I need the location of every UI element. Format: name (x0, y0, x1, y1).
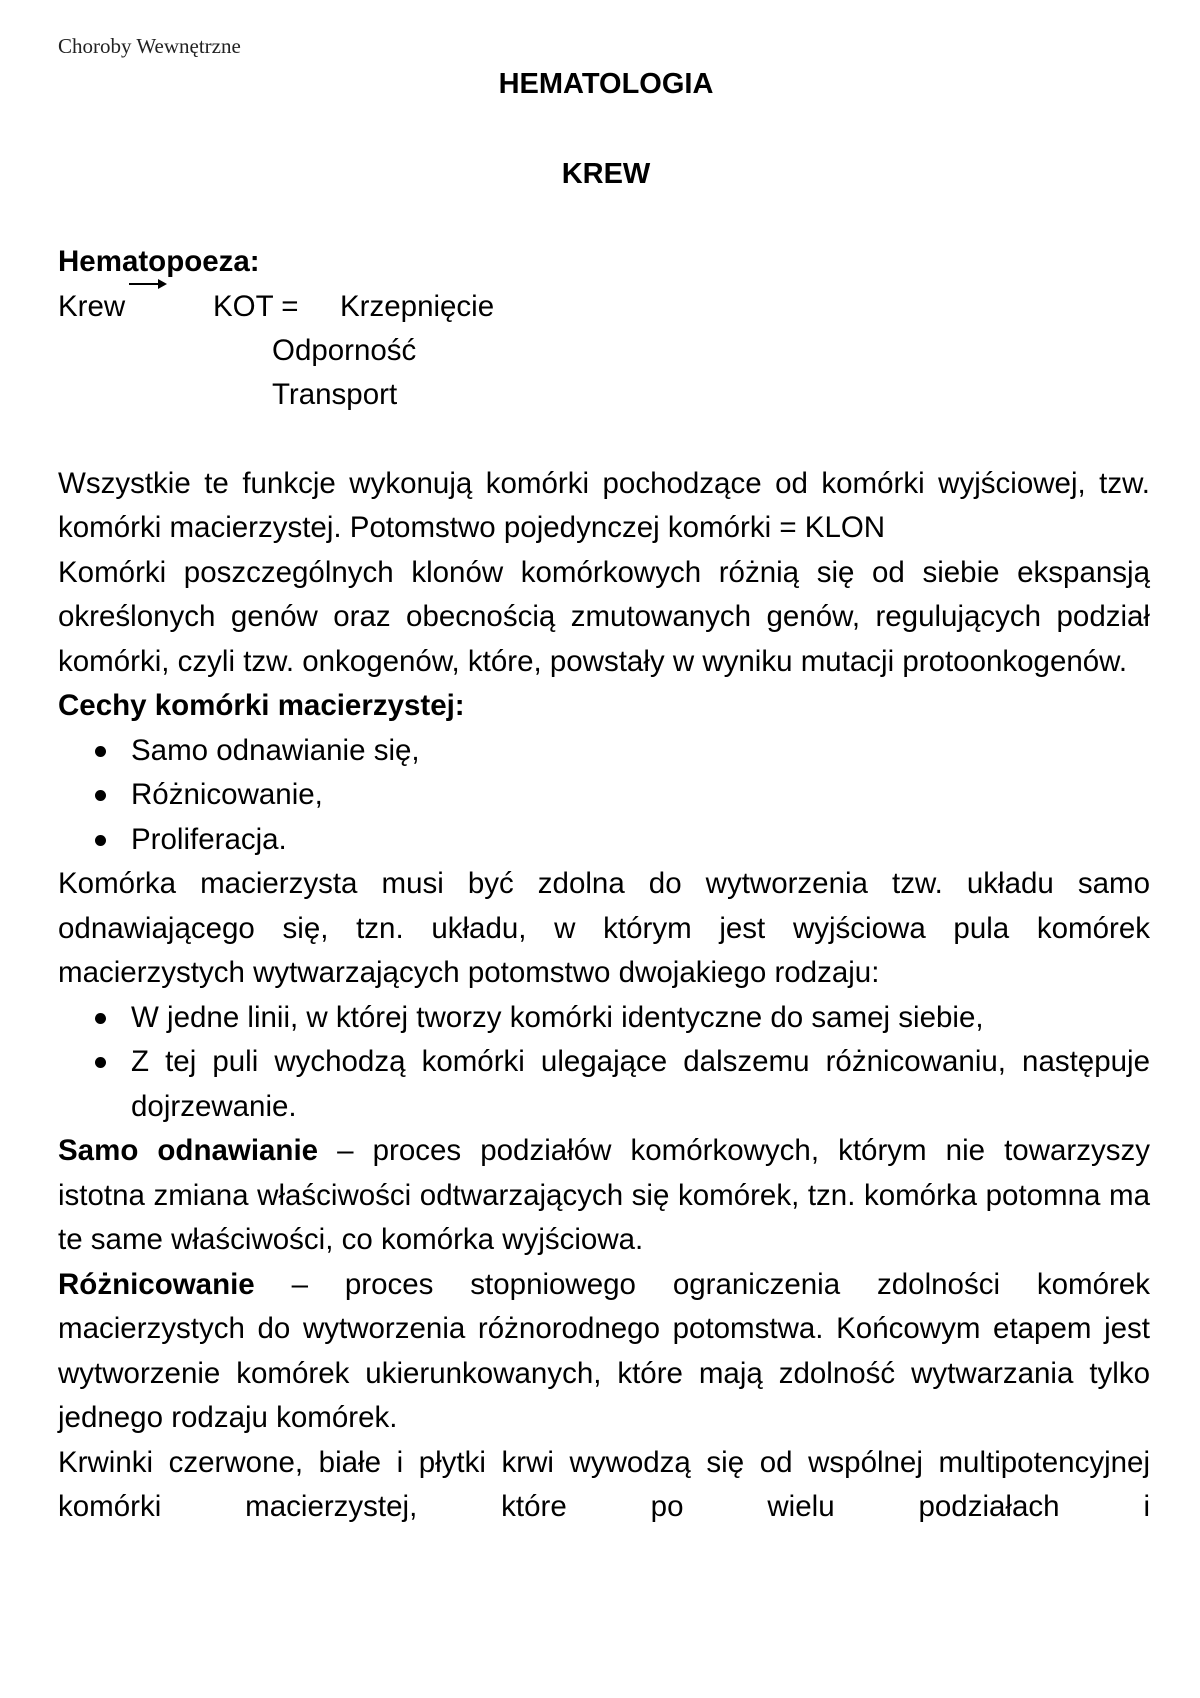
paragraph: Krwinki czerwone, białe i płytki krwi wywodzą się od wspólnej multipotencyjnej komórki macierzystej, które po wielu podziałach i (58, 1445, 1150, 1523)
paragraph: Komórka macierzysta musi być zdolna do wytworzenia tzw. układu samo odnawiającego się, tzn. układu, w którym jest wyjściowa pula komórek macierzystych wytwarzających potomstwo dwojakiego rodzaju: (58, 867, 1150, 989)
definition-text: – proces podziałów komórkowych, którym nie towarzyszy istotna zmiana właściwości odtwarzających się komórek, tzn. komórka potomna ma te same właściwości, co komórka wyjściowa. (58, 1134, 1150, 1256)
list-item: Proliferacja. (58, 818, 1150, 863)
arrow-right-icon (129, 277, 167, 291)
bullet-icon (95, 835, 106, 846)
definition-samo-odnawianie (58, 1129, 1150, 1263)
bullet-icon (95, 790, 106, 801)
page-title: HEMATOLOGIA (498, 68, 714, 100)
diagram-function: Odporność (272, 333, 417, 367)
hematopoeza-heading: Hematopoeza: (58, 245, 260, 278)
cechy-list (58, 729, 1150, 863)
blood-functions-diagram (58, 285, 1150, 418)
list-item: Samo odnawianie się, (58, 729, 1150, 774)
bullet-icon (95, 1013, 106, 1024)
diagram-kot: KOT = (213, 289, 299, 323)
document-body (58, 240, 1150, 1530)
definition-text: – proces stopniowego ograniczenia zdolności komórek macierzystych do wytworzenia różnorodnego potomstwa. Końcowym etapem jest wytworzenie komórek ukierunkowanych, które mają zdolność wytwarzania tylko jednego rodzaju komórek. (58, 1267, 1150, 1434)
linie-list (58, 996, 1150, 1130)
cechy-heading: Cechy komórki macierzystej: (58, 689, 465, 722)
diagram-krew: Krew (58, 289, 126, 323)
term: Samo odnawianie (58, 1134, 319, 1167)
list-item: Z tej puli wychodzą komórki ulegające dalszemu różnicowaniu, następuje dojrzewanie. (58, 1040, 1150, 1129)
bullet-icon (95, 746, 106, 757)
definition-roznicowanie (58, 1263, 1150, 1441)
paragraph: Wszystkie te funkcje wykonują komórki pochodzące od komórki wyjściowej, tzw. komórki macierzystej. Potomstwo pojedynczej komórki = KLON (58, 466, 1150, 544)
diagram-function: Transport (272, 377, 398, 411)
bullet-icon (95, 1057, 106, 1068)
term: Różnicowanie (58, 1267, 255, 1301)
list-item: W jedne linii, w której tworzy komórki identyczne do samej siebie, (58, 996, 1150, 1041)
paragraph: Komórki poszczególnych klonów komórkowych różnią się od siebie ekspansją określonych genów oraz obecnością zmutowanych genów, regulujących podział komórki, czyli tzw. onkogenów, które, powstały w wyniku mutacji protoonkogenów. (58, 555, 1150, 678)
section-title: KREW (561, 158, 651, 190)
diagram-function: Krzepnięcie (340, 289, 495, 323)
list-item: Różnicowanie, (58, 773, 1150, 818)
running-header: Choroby Wewnętrzne (58, 34, 241, 58)
